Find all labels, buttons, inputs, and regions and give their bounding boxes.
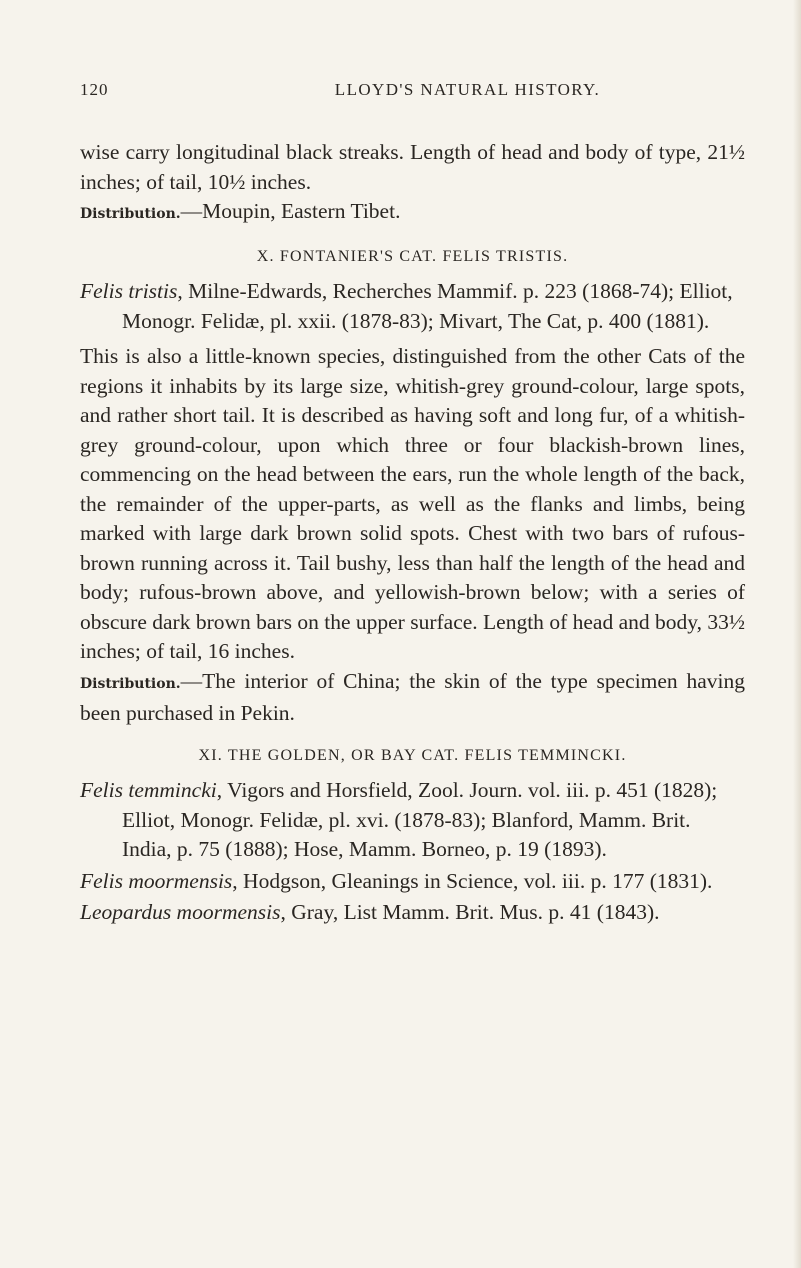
- synonym-entry: [80, 776, 745, 865]
- citation-text: , Gray, List Mamm. Brit. Mus. p. 41 (1843).: [280, 900, 660, 924]
- distribution-label: Distribution.: [80, 675, 181, 692]
- synonym-entry: [80, 898, 745, 928]
- synonym-entry: [80, 867, 745, 897]
- synonym-entry: [80, 277, 745, 336]
- section-heading-fontanier: X. FONTANIER'S CAT. FELIS TRISTIS.: [256, 247, 569, 265]
- page-number: 120: [80, 80, 109, 99]
- running-title: LLOYD'S NATURAL HISTORY.: [334, 80, 601, 99]
- taxon-name: Leopardus moormensis: [80, 900, 281, 924]
- taxon-name: Felis moormensis: [80, 868, 233, 893]
- distribution-moupin: [80, 197, 745, 230]
- taxon-name: Felis temmincki: [80, 778, 217, 802]
- distribution-text: —The interior of China; the skin of the type specimen having been purchased in Pekin.: [80, 668, 745, 725]
- citation-text: , Hodgson, Gleanings in Science, vol. iii. p. 177 (1831).: [232, 868, 713, 893]
- description-paragraph: This is also a little-known species, distinguished from the other Cats of the regions it inhabits by its large size, whitish-grey ground-colour, large spots, and rather short tail. It is described as having soft and long fur, of a whitish-grey ground-colour, upon which three or four blackish-brown lines, commencing on the head between the ears, run the whole length of the back, the remainder of the upper-parts, as well as the flanks and limbs, being marked with large dark brown solid spots. Chest with two bars of rufous-brown running across it. Tail bushy, less than half the length of the head and body; rufous-brown above, and yellowish-brown below; with a series of obscure dark brown bars on the upper surface. Length of head and body, 33½ inches; of tail, 16 inches.: [80, 344, 745, 663]
- page-body: [80, 138, 745, 930]
- intro-paragraph: wise carry longitudinal black streaks. Length of head and body of type, 21½ inches; of tail, 10½ inches.: [80, 140, 745, 194]
- citation-text: , Milne-Edwards, Recherches Mammif. p. 223 (1868-74); Elliot, Monogr. Felidæ, pl. xxii. (1878-83); Mivart, The Cat, p. 400 (1881).: [122, 279, 733, 333]
- page-edge-shadow: [793, 0, 801, 1268]
- distribution-label: Distribution.: [80, 206, 181, 222]
- distribution-china: [80, 667, 745, 729]
- section-heading-golden-cat: XI. THE GOLDEN, OR BAY CAT. FELIS TEMMINCKI.: [198, 746, 627, 764]
- page-header: [80, 80, 735, 106]
- taxon-name: Felis tristis: [80, 279, 178, 303]
- citation-text: , Vigors and Horsfield, Zool. Journ. vol. iii. p. 451 (1828); Elliot, Monogr. Felidæ, pl. xvi. (1878-83); Blanford, Mamm. Brit. India, p. 75 (1888); Hose, Mamm. Borneo, p. 19 (1893).: [122, 778, 718, 861]
- distribution-text: —Moupin, Eastern Tibet.: [180, 199, 401, 223]
